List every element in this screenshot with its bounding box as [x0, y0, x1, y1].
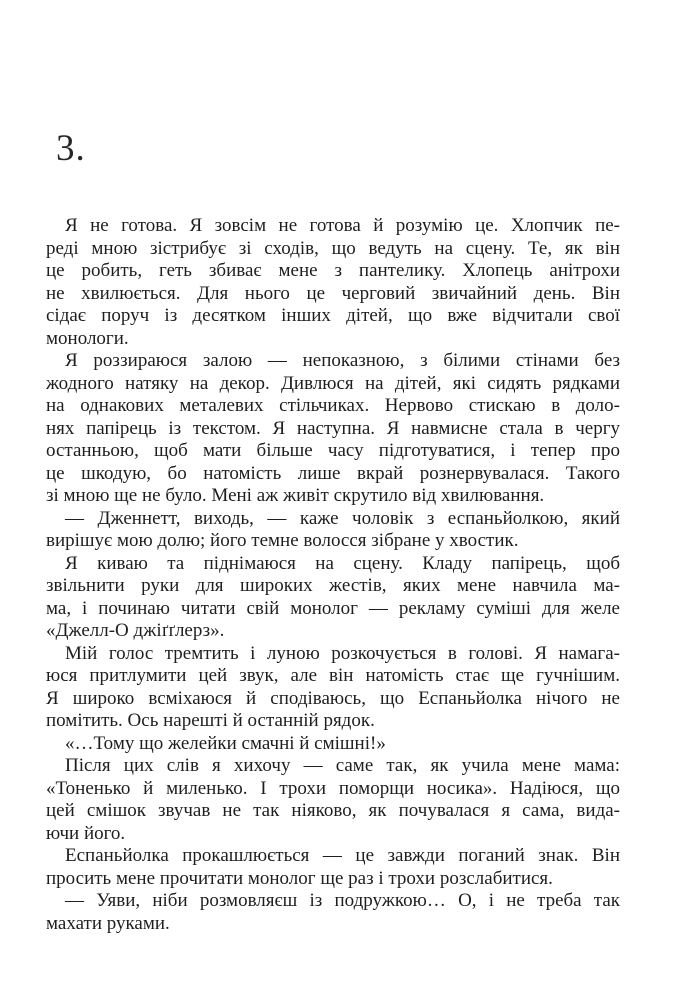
text-line: цей смішок звучав не так ніяково, як почувалася я сама, вида- — [46, 800, 620, 821]
text-line: Після цих слів я хихочу — саме так, як учила мене мама: — [65, 755, 620, 776]
text-line: нях папірець із текстом. Я наступна. Я навмисне стала в чергу — [46, 417, 620, 439]
paragraph — [46, 508, 620, 553]
text-line: реді мною зістрибує зі сходів, що ведуть на сцену. Те, як він — [46, 237, 620, 259]
text-line: на однакових металевих стільчиках. Нервово стискаю в доло- — [46, 395, 620, 416]
text-line: — Уяви, ніби розмовляєш із подружкою… О, і не треба так — [65, 890, 620, 911]
text-line: зі мною ще не було. Мені аж живіт скрутило від хвилювання. — [46, 485, 545, 506]
paragraph — [46, 553, 620, 643]
text-line: сідає поруч із десятком інших дітей, що вже відчитали свої — [46, 305, 620, 326]
text-line: це робить, геть збиває мене з пантелику. Хлопець анітрохи — [46, 260, 620, 281]
text-line: «Джелл-О джіґґлерз». — [46, 620, 225, 641]
paragraph — [46, 215, 620, 350]
text-line: Я не готова. Я зовсім не готова й розумію це. Хлопчик пе- — [65, 215, 620, 236]
text-line: «…Тому що желейки смачні й смішні!» — [65, 732, 386, 754]
paragraph — [46, 755, 620, 845]
text-line: махати руками. — [46, 912, 170, 934]
text-line: не хвилюється. Для нього це черговий звичайний день. Він — [46, 282, 620, 304]
paragraph — [46, 845, 620, 890]
text-line: Еспаньйолка прокашлюється — це завжди поганий знак. Він — [65, 845, 620, 866]
text-line: ючи його. — [46, 822, 126, 844]
text-line: Я киваю та піднімаюся на сцену. Кладу папірець, щоб — [65, 552, 620, 574]
paragraph — [46, 890, 620, 935]
text-line: це шкодую, бо натомість лише вкрай рознервувалася. Такого — [46, 462, 620, 484]
text-line: монологи. — [46, 327, 129, 349]
text-line: звільнити руки для широких жестів, яких мене навчила ма- — [46, 575, 620, 596]
chapter-number: 3. — [56, 128, 86, 169]
text-body — [46, 215, 620, 935]
paragraph — [46, 733, 620, 756]
text-line: останньою, щоб мати більше часу підготуватися, і тепер про — [46, 440, 620, 461]
text-line: вирішує мою долю; його темне волосся зібране у хвостик. — [46, 530, 519, 551]
paragraph — [46, 643, 620, 733]
text-line: юся притлумити цей звук, але він натомість стає ще гучнішим. — [46, 665, 620, 686]
text-line: жодного натяку на декор. Дивлюся на дітей, які сидять рядками — [46, 372, 620, 394]
text-line: Я широко всміхаюся й сподіваюсь, що Еспаньйолка нічого не — [46, 687, 620, 709]
paragraph — [46, 350, 620, 508]
text-line: — Дженнетт, виходь, — каже чоловік з еспаньйолкою, який — [65, 507, 620, 529]
text-line: Я роззираюся залою — непоказною, з білими стінами без — [65, 350, 620, 371]
text-line: просить мене прочитати монолог ще раз і трохи розслабитися. — [46, 867, 553, 889]
text-line: Мій голос тремтить і луною розкочується в голові. Я намага- — [65, 642, 620, 664]
text-line: «Тоненько й миленько. І трохи поморщи носика». Надіюся, що — [46, 777, 620, 799]
text-line: помітить. Ось нарешті й останній рядок. — [46, 710, 375, 731]
text-line: ма, і починаю читати свій монолог — рекламу суміші для желе — [46, 597, 620, 619]
